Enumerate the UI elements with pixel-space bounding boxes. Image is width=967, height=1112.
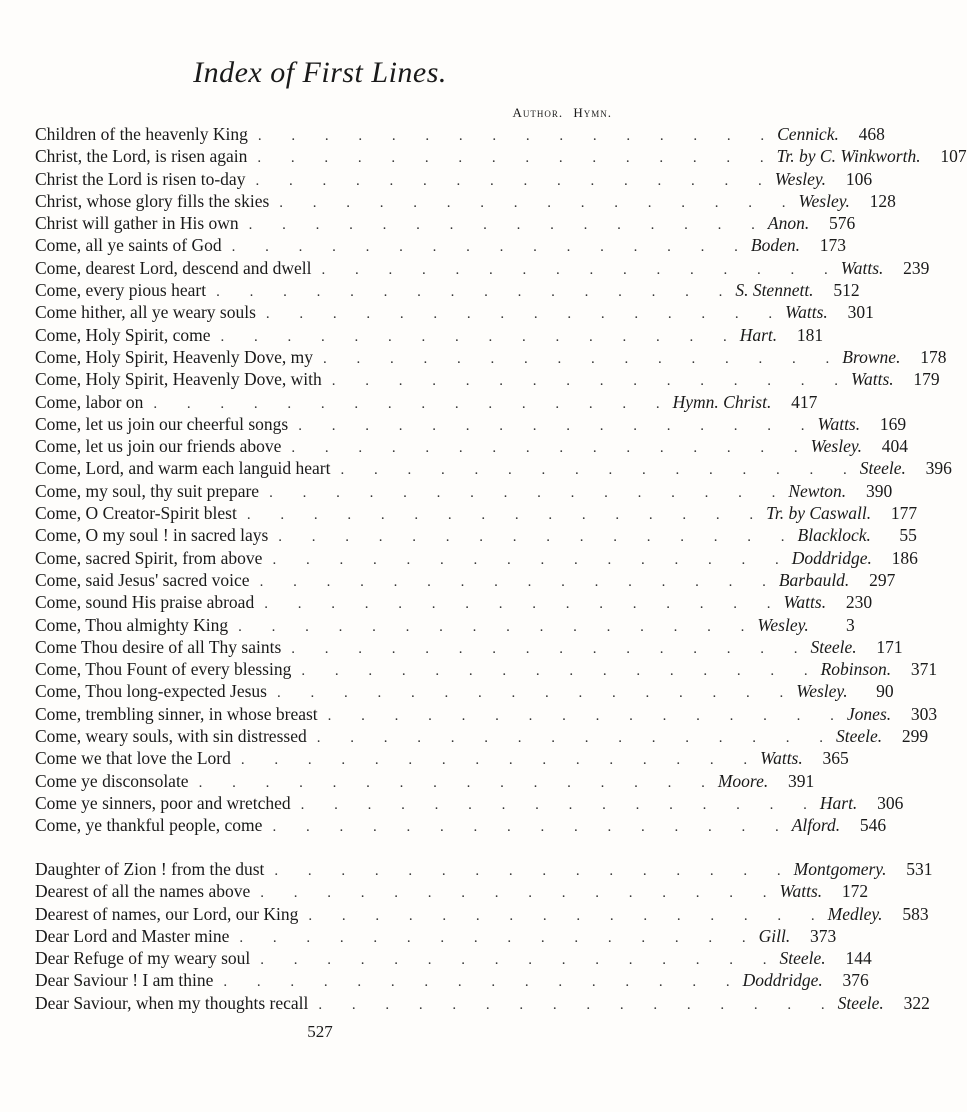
- author-name: Medley.: [827, 903, 883, 924]
- hymn-number: 376: [842, 970, 869, 991]
- author-name: Steele.: [837, 992, 884, 1013]
- dot-leader: . . . . . . . . . . . . . . . .: [321, 261, 841, 278]
- column-header: [506, 105, 612, 121]
- author-name: Wesley.: [798, 190, 850, 211]
- page-number: 527: [307, 1022, 333, 1041]
- hymn-number: 299: [901, 726, 929, 747]
- author-name: Wesley.: [774, 168, 827, 189]
- hymn-number: 230: [845, 592, 873, 613]
- first-line: Come Thou desire of all Thy saints: [35, 636, 282, 657]
- dot-leader: . . . . . . . . . . . . . . . .: [327, 707, 847, 724]
- hymn-number: 178: [920, 346, 947, 367]
- dot-leader: . . . . . . . . . . . . . . . .: [264, 596, 784, 613]
- author-name: Watts.: [760, 748, 803, 769]
- hymn-number: 186: [891, 547, 918, 568]
- author-name: Anon.: [767, 213, 810, 234]
- index-entry: [35, 190, 896, 212]
- author-name: Watts.: [785, 302, 828, 323]
- dot-leader: . . . . . . . . . . . . . . . .: [198, 774, 718, 791]
- hymn-number: 297: [869, 569, 896, 590]
- hymn-number: 55: [899, 525, 917, 546]
- dot-leader: . . . . . . . . . . . . . . . .: [340, 462, 860, 479]
- index-entry: [35, 770, 815, 792]
- first-line: Christ the Lord is risen to-day: [35, 168, 246, 189]
- dot-leader: . . . . . . . . . . . . . . . .: [291, 640, 811, 657]
- index-entry: [35, 992, 930, 1014]
- first-line: Come, Thou almighty King: [35, 614, 229, 635]
- hymn-number: 171: [876, 636, 903, 657]
- dot-leader: . . . . . . . . . . . . . . . .: [318, 996, 838, 1013]
- dot-leader: . . . . . . . . . . . . . . . .: [265, 306, 786, 323]
- author-name: Montgomery.: [793, 859, 887, 879]
- author-name: Steele.: [779, 948, 826, 969]
- index-entry: [35, 301, 874, 323]
- first-line: Dear Refuge of my weary soul: [35, 948, 251, 969]
- hymn-number: 306: [877, 792, 904, 813]
- author-name: Tr. by Caswall.: [766, 503, 872, 524]
- first-line: Come, Thou Fount of every blessing: [35, 659, 292, 680]
- dot-leader: . . . . . . . . . . . . . . . .: [248, 217, 768, 234]
- first-line: Come, labor on: [35, 391, 144, 412]
- first-line: Come, trembling sinner, in whose breast: [35, 703, 318, 724]
- index-entry: [35, 502, 918, 524]
- hymn-number: 404: [881, 436, 909, 457]
- dot-leader: . . . . . . . . . . . . . . . .: [223, 974, 743, 991]
- first-line: Come, Lord, and warm each languid heart: [35, 458, 331, 479]
- author-name: Gill.: [758, 925, 791, 946]
- hymn-number: 390: [865, 480, 893, 501]
- index-entry: [35, 547, 918, 569]
- dot-leader: . . . . . . . . . . . . . . . .: [259, 573, 779, 590]
- first-line: Come, O Creator-Spirit blest: [35, 503, 237, 524]
- author-name: Steele.: [810, 636, 857, 657]
- dot-leader: . . . . . . . . . . . . . . . .: [277, 685, 797, 702]
- index-entry: [35, 435, 909, 457]
- first-line: Come, let us join our friends above: [35, 436, 282, 457]
- dot-leader: . . . . . . . . . . . . . . . .: [238, 618, 758, 635]
- author-name: Watts.: [783, 592, 827, 613]
- index-entry: [35, 703, 938, 725]
- hymn-number: 172: [841, 881, 869, 902]
- index-entry: [35, 725, 929, 747]
- dot-leader: . . . . . . . . . . . . . . . .: [257, 150, 777, 167]
- dot-leader: . . . . . . . . . . . . . . . .: [153, 395, 673, 412]
- hymn-number: 322: [903, 992, 930, 1013]
- hymn-number: 583: [902, 903, 929, 924]
- hymn-number: 179: [913, 369, 940, 390]
- hymn-number: 512: [833, 280, 860, 301]
- index-entry: [35, 480, 893, 502]
- header-author: Author.: [512, 105, 564, 120]
- author-name: Watts.: [779, 881, 823, 902]
- first-line: Daughter of Zion ! from the dust: [35, 859, 265, 879]
- dot-leader: . . . . . . . . . . . . . . . .: [257, 128, 778, 144]
- hymn-number: 169: [879, 413, 907, 434]
- index-entry: [35, 591, 873, 613]
- index-entry: [35, 636, 903, 658]
- index-entry: [35, 257, 930, 279]
- index-entry: [35, 880, 869, 902]
- dot-leader: . . . . . . . . . . . . . . . .: [274, 863, 794, 879]
- hymn-number: 128: [869, 190, 896, 211]
- dot-leader: . . . . . . . . . . . . . . . .: [301, 663, 821, 680]
- hymn-number: 90: [876, 681, 894, 702]
- first-line: Christ, whose glory fills the skies: [35, 190, 270, 211]
- first-line: Come, sacred Spirit, from above: [35, 547, 263, 568]
- index-entry: [35, 212, 856, 234]
- index-entry: [35, 123, 885, 145]
- index-entry: [35, 747, 849, 769]
- first-line: Come ye disconsolate: [35, 770, 189, 791]
- author-name: Hymn. Christ.: [672, 391, 772, 412]
- index-entry: [35, 925, 837, 947]
- dot-leader: . . . . . . . . . . . . . . . .: [300, 796, 820, 813]
- dot-leader: . . . . . . . . . . . . . . . .: [298, 417, 818, 434]
- index-entry: [35, 858, 933, 880]
- index-entry: [35, 614, 855, 636]
- first-line: Come, let us join our cheerful songs: [35, 413, 289, 434]
- index-entry: [35, 234, 846, 256]
- first-line: Come, every pious heart: [35, 280, 207, 301]
- index-entry: [35, 792, 904, 814]
- author-name: Blacklock.: [797, 525, 871, 546]
- author-name: Barbauld.: [778, 569, 850, 590]
- hymn-number: 301: [847, 302, 874, 323]
- author-name: Tr. by C. Winkworth.: [776, 146, 921, 167]
- hymn-number: 303: [910, 703, 938, 724]
- index-entry: [35, 145, 967, 167]
- hymn-number: 391: [787, 770, 815, 791]
- index-entry: [35, 680, 894, 702]
- dot-leader: . . . . . . . . . . . . . . . .: [231, 239, 751, 256]
- first-line: Come, Holy Spirit, Heavenly Dove, with: [35, 369, 322, 390]
- index-entry: [35, 569, 896, 591]
- dot-leader: . . . . . . . . . . . . . . . .: [220, 328, 740, 345]
- first-line: Come, weary souls, with sin distressed: [35, 726, 307, 747]
- index-entry: [35, 168, 873, 190]
- first-line: Christ will gather in His own: [35, 213, 239, 234]
- index-section-c: [35, 123, 967, 837]
- author-name: Newton.: [788, 480, 847, 501]
- index-entry: [35, 903, 929, 925]
- hymn-number: 239: [903, 257, 930, 278]
- hymn-number: 373: [809, 925, 837, 946]
- author-name: Hart.: [819, 792, 858, 813]
- page-title: Index of First Lines.: [193, 56, 447, 89]
- hymn-number: 531: [906, 859, 933, 879]
- dot-leader: . . . . . . . . . . . . . . . .: [291, 440, 811, 457]
- author-name: Watts.: [851, 369, 894, 390]
- first-line: Dear Saviour ! I am thine: [35, 970, 214, 991]
- index-entry: [35, 969, 869, 991]
- author-name: Robinson.: [820, 659, 892, 680]
- dot-leader: . . . . . . . . . . . . . . . .: [240, 752, 761, 769]
- author-name: Doddridge.: [742, 970, 823, 991]
- author-name: Steele.: [859, 458, 906, 479]
- first-line: Come ye sinners, poor and wretched: [35, 792, 291, 813]
- first-line: Come, said Jesus' sacred voice: [35, 569, 250, 590]
- first-line: Come, Holy Spirit, come: [35, 324, 211, 345]
- author-name: Doddridge.: [791, 547, 872, 568]
- author-name: Watts.: [817, 413, 861, 434]
- hymn-number: 3: [846, 614, 855, 635]
- author-name: Watts.: [840, 257, 884, 278]
- hymn-number: 181: [796, 324, 824, 345]
- index-entry: [35, 457, 952, 479]
- dot-leader: . . . . . . . . . . . . . . . .: [331, 373, 852, 390]
- first-line: Children of the heavenly King: [35, 124, 248, 144]
- index-section-d: [35, 858, 933, 1014]
- hymn-number: 417: [791, 391, 818, 412]
- index-entry: [35, 524, 917, 546]
- dot-leader: . . . . . . . . . . . . . . . .: [272, 551, 792, 568]
- hymn-number: 177: [890, 503, 918, 524]
- index-entry: [35, 324, 824, 346]
- first-line: Come, dearest Lord, descend and dwell: [35, 257, 312, 278]
- author-name: Jones.: [846, 703, 892, 724]
- dot-leader: . . . . . . . . . . . . . . . .: [279, 194, 799, 211]
- hymn-number: 144: [845, 948, 872, 969]
- first-line: Come, ye thankful people, come: [35, 815, 263, 836]
- hymn-number: 468: [858, 124, 885, 144]
- dot-leader: . . . . . . . . . . . . . . . .: [260, 885, 780, 902]
- first-line: Come, Holy Spirit, Heavenly Dove, my: [35, 346, 314, 367]
- index-entry: [35, 346, 947, 368]
- dot-leader: . . . . . . . . . . . . . . . .: [272, 819, 792, 836]
- author-name: Alford.: [791, 815, 841, 836]
- hymn-number: 106: [845, 168, 873, 189]
- dot-leader: . . . . . . . . . . . . . . . .: [246, 507, 767, 524]
- index-entry: [35, 413, 907, 435]
- index-entry: [35, 391, 818, 413]
- dot-leader: . . . . . . . . . . . . . . . .: [323, 350, 843, 367]
- first-line: Come, my soul, thy suit prepare: [35, 480, 260, 501]
- index-entry: [35, 279, 860, 301]
- author-name: Wesley.: [810, 436, 863, 457]
- author-name: Boden.: [750, 235, 800, 256]
- first-line: Come hither, all ye weary souls: [35, 302, 256, 323]
- first-line: Come, O my soul ! in sacred lays: [35, 525, 269, 546]
- author-name: Hart.: [739, 324, 778, 345]
- dot-leader: . . . . . . . . . . . . . . . .: [260, 952, 780, 969]
- hymn-number: 396: [925, 458, 952, 479]
- hymn-number: 107: [940, 146, 967, 167]
- index-entry: [35, 814, 887, 836]
- author-name: Wesley.: [757, 614, 809, 635]
- author-name: Steele.: [835, 726, 883, 747]
- author-name: Cennick.: [777, 124, 839, 144]
- author-name: Moore.: [717, 770, 769, 791]
- dot-leader: . . . . . . . . . . . . . . . .: [316, 730, 836, 747]
- hymn-number: 576: [829, 213, 856, 234]
- first-line: Come, Thou long-expected Jesus: [35, 681, 267, 702]
- author-name: S. Stennett.: [735, 280, 814, 301]
- dot-leader: . . . . . . . . . . . . . . . .: [278, 529, 798, 546]
- hymn-number: 371: [910, 659, 938, 680]
- index-entry: [35, 947, 872, 969]
- dot-leader: . . . . . . . . . . . . . . . .: [239, 929, 759, 946]
- first-line: Dear Lord and Master mine: [35, 925, 230, 946]
- author-name: Browne.: [842, 346, 901, 367]
- dot-leader: . . . . . . . . . . . . . . . .: [255, 172, 775, 189]
- dot-leader: . . . . . . . . . . . . . . . .: [269, 484, 789, 501]
- index-entry: [35, 658, 938, 680]
- author-name: Wesley.: [796, 681, 848, 702]
- hymn-number: 365: [822, 748, 849, 769]
- first-line: Dearest of all the names above: [35, 881, 251, 902]
- first-line: Come, sound His praise abroad: [35, 592, 255, 613]
- first-line: Come we that love the Lord: [35, 748, 231, 769]
- hymn-number: 173: [819, 235, 846, 256]
- hymn-number: 546: [859, 815, 887, 836]
- header-hymn: Hymn.: [573, 105, 612, 120]
- first-line: Dear Saviour, when my thoughts recall: [35, 992, 309, 1013]
- first-line: Dearest of names, our Lord, our King: [35, 903, 299, 924]
- dot-leader: . . . . . . . . . . . . . . . .: [308, 907, 828, 924]
- index-entry: [35, 368, 940, 390]
- dot-leader: . . . . . . . . . . . . . . . .: [216, 284, 736, 301]
- first-line: Christ, the Lord, is risen again: [35, 146, 248, 167]
- first-line: Come, all ye saints of God: [35, 235, 222, 256]
